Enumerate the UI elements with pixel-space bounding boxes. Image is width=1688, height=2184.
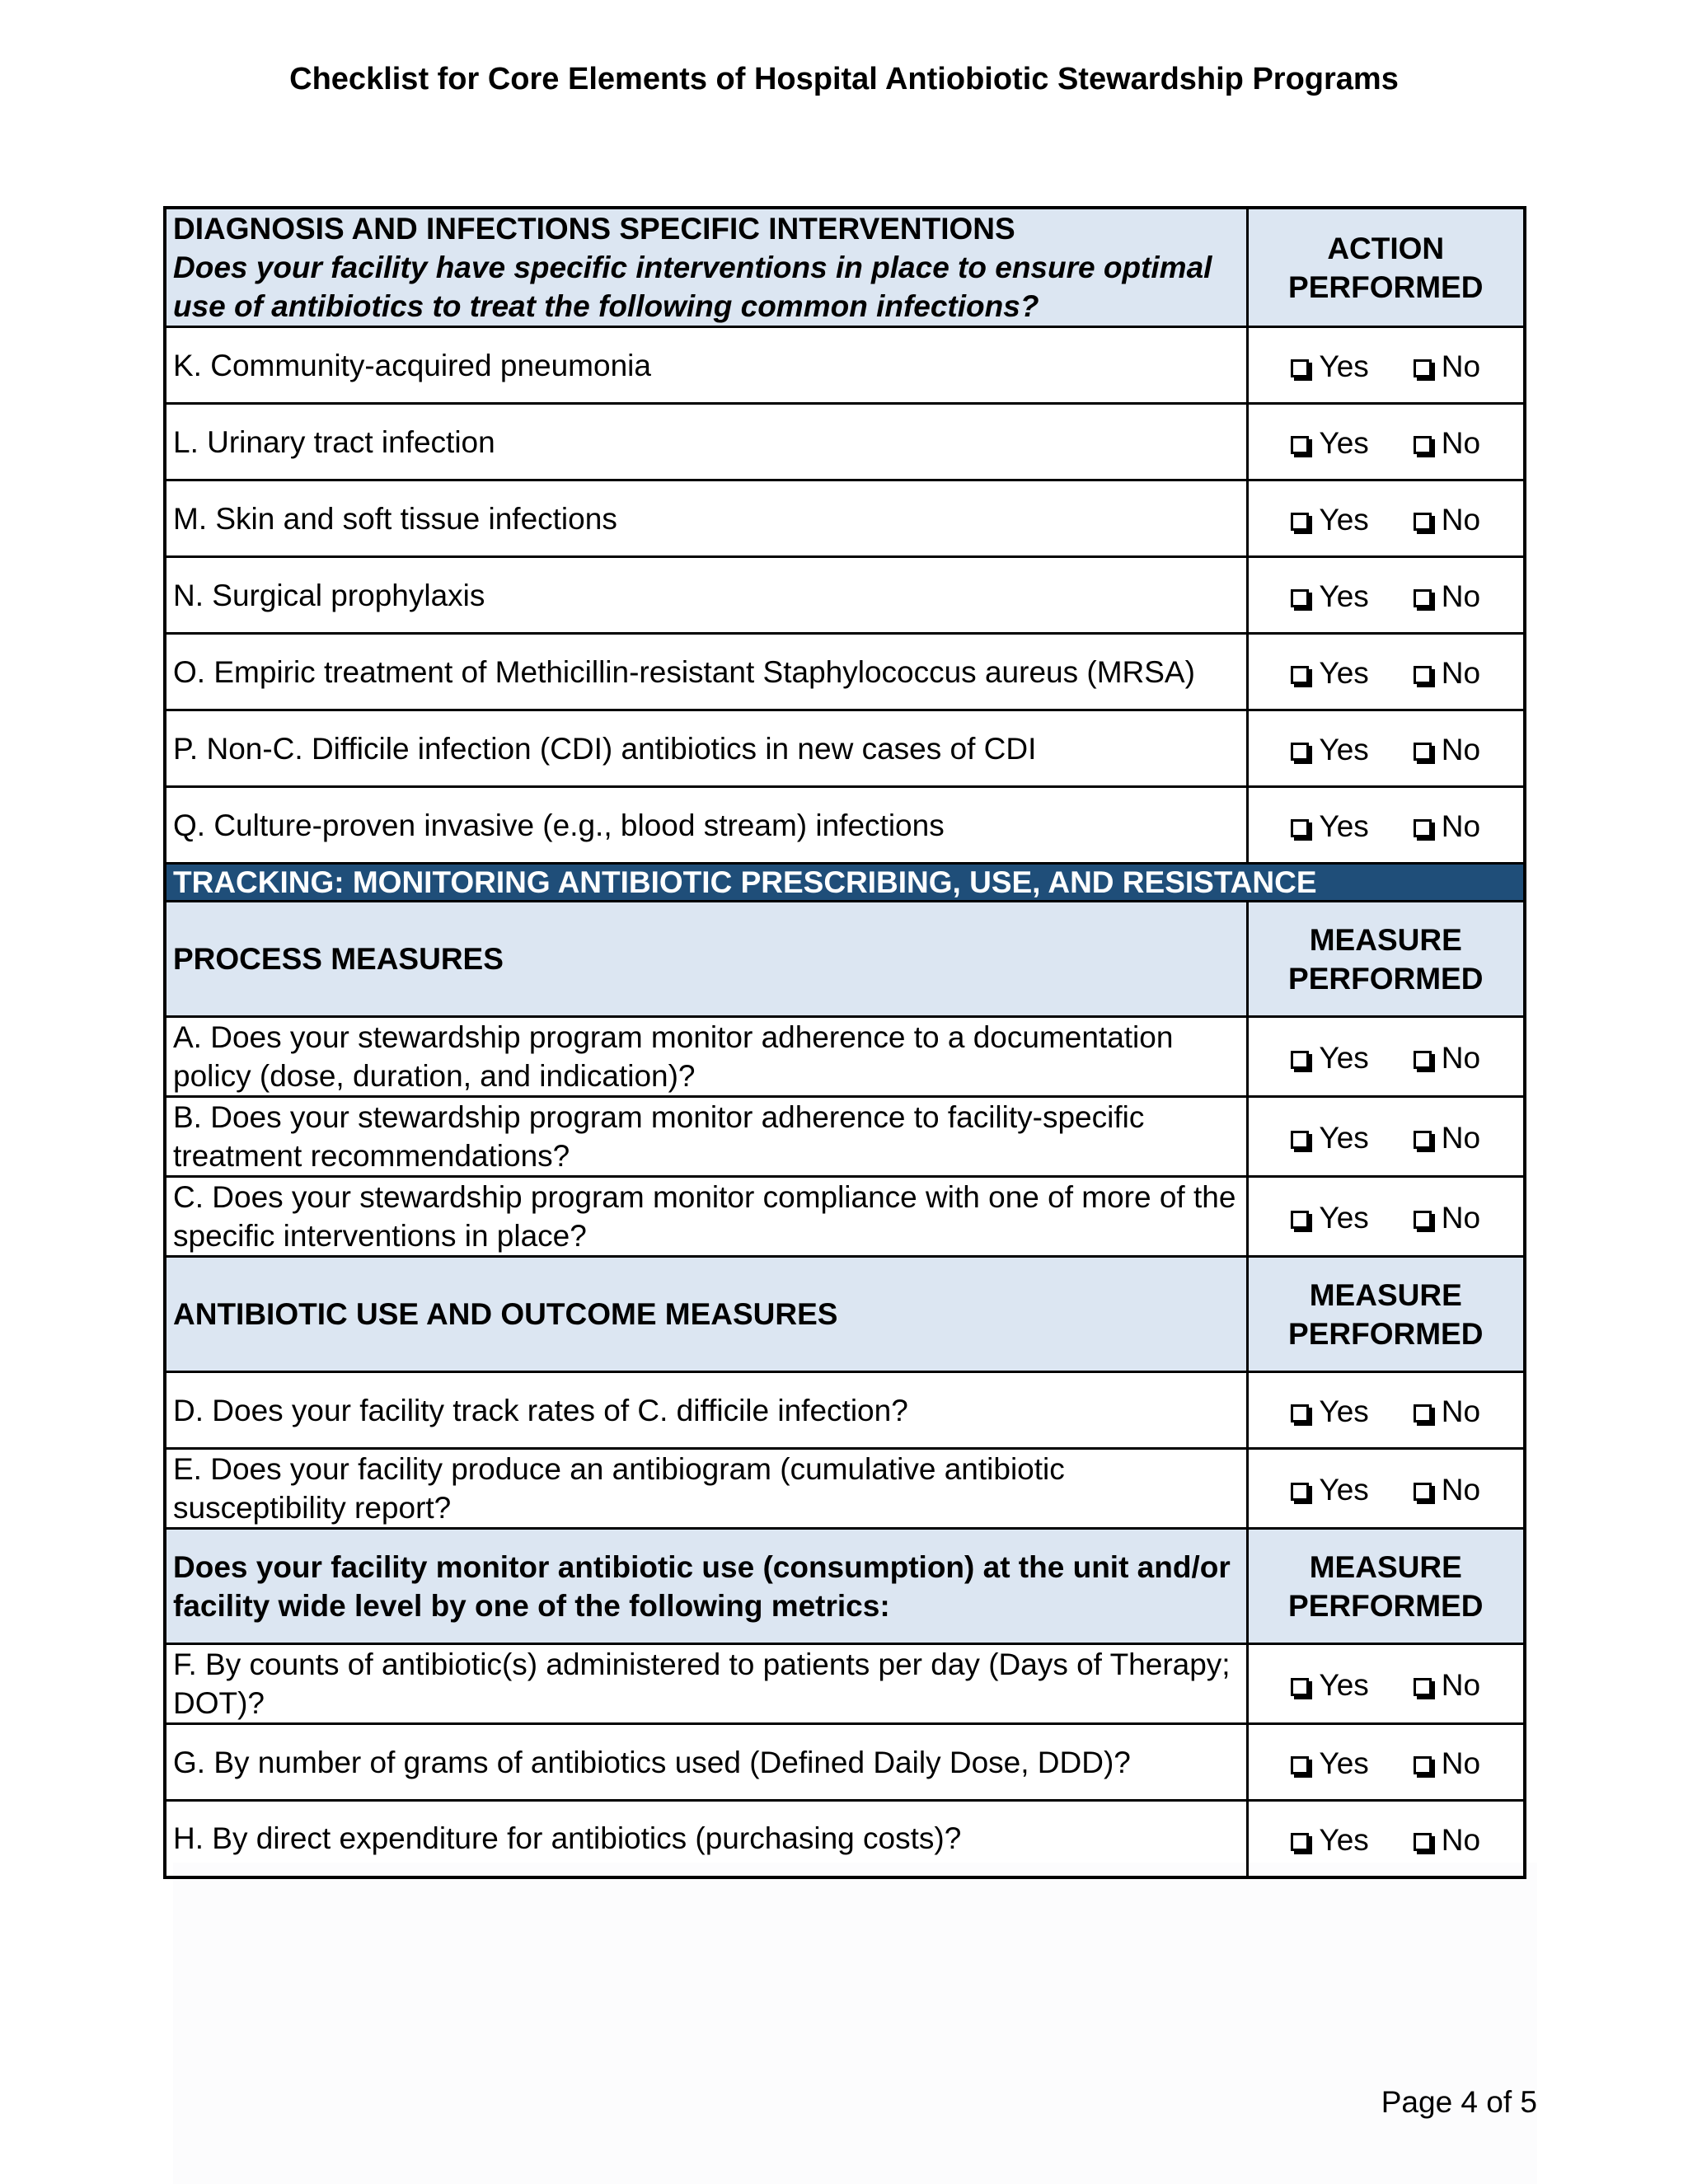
process-header-row [165, 902, 1525, 1017]
yes-checkbox[interactable]: Yes [1291, 1038, 1368, 1077]
outcome-heading: ANTIBIOTIC USE AND OUTCOME MEASURES [165, 1257, 1247, 1372]
checkbox-icon [1291, 1483, 1309, 1501]
checkbox-icon [1291, 1131, 1309, 1149]
checkbox-icon [1414, 743, 1432, 761]
yes-no-options [1247, 634, 1525, 710]
no-checkbox[interactable]: No [1414, 1666, 1480, 1704]
table-row [165, 1801, 1525, 1877]
yes-no-options [1247, 1801, 1525, 1877]
no-checkbox[interactable]: No [1414, 577, 1480, 616]
item-label: Q. Culture-proven invasive (e.g., blood stream) infections [165, 787, 1247, 864]
column-header-line1: MEASURE [1309, 1277, 1462, 1312]
checkbox-icon [1291, 1756, 1309, 1774]
item-label: D. Does your facility track rates of C. difficile infection? [165, 1372, 1247, 1449]
yes-no-options [1247, 327, 1525, 404]
table-row [165, 1097, 1525, 1177]
page-title: Checklist for Core Elements of Hospital Antiobiotic Stewardship Programs [289, 62, 1399, 96]
table-row [165, 1449, 1525, 1529]
item-label: H. By direct expenditure for antibiotics (purchasing costs)? [165, 1801, 1247, 1877]
checkbox-icon [1291, 359, 1309, 377]
table-row [165, 634, 1525, 710]
table-row [165, 327, 1525, 404]
outcome-column-header [1247, 1257, 1525, 1372]
column-header-line2: PERFORMED [1288, 1588, 1484, 1623]
item-label: C. Does your stewardship program monitor compliance with one of more of the specific interventions in place? [165, 1177, 1247, 1257]
checkbox-icon [1414, 1404, 1432, 1422]
tracking-band: TRACKING: MONITORING ANTIBIOTIC PRESCRIBING, USE, AND RESISTANCE [165, 864, 1525, 902]
diagnosis-header-row [165, 208, 1525, 327]
item-label: E. Does your facility produce an antibiogram (cumulative antibiotic susceptibility report? [165, 1449, 1247, 1529]
no-checkbox[interactable]: No [1414, 1821, 1480, 1859]
consumption-heading: Does your facility monitor antibiotic use (consumption) at the unit and/or facility wide level by one of the following metrics: [165, 1529, 1247, 1644]
checkbox-icon [1291, 1051, 1309, 1069]
table-row [165, 787, 1525, 864]
item-label: M. Skin and soft tissue infections [165, 480, 1247, 557]
checkbox-icon [1291, 436, 1309, 454]
yes-checkbox[interactable]: Yes [1291, 730, 1368, 769]
column-header-line2: PERFORMED [1288, 961, 1484, 996]
checkbox-icon [1291, 1678, 1309, 1696]
page-shade [173, 1863, 1537, 2184]
yes-no-options [1247, 1372, 1525, 1449]
consumption-column-header [1247, 1529, 1525, 1644]
yes-checkbox[interactable]: Yes [1291, 1821, 1368, 1859]
checkbox-icon [1291, 666, 1309, 684]
table-row [165, 1724, 1525, 1801]
checkbox-icon [1414, 1483, 1432, 1501]
yes-no-options [1247, 1724, 1525, 1801]
tracking-band-row [165, 864, 1525, 902]
checkbox-icon [1414, 819, 1432, 837]
checkbox-icon [1414, 1678, 1432, 1696]
yes-checkbox[interactable]: Yes [1291, 1118, 1368, 1157]
yes-checkbox[interactable]: Yes [1291, 577, 1368, 616]
yes-no-options [1247, 404, 1525, 480]
checkbox-icon [1291, 743, 1309, 761]
yes-checkbox[interactable]: Yes [1291, 807, 1368, 846]
no-checkbox[interactable]: No [1414, 807, 1480, 846]
column-header-line1: ACTION [1327, 231, 1445, 265]
no-checkbox[interactable]: No [1414, 500, 1480, 539]
no-checkbox[interactable]: No [1414, 1118, 1480, 1157]
checkbox-icon [1414, 513, 1432, 531]
item-label: F. By counts of antibiotic(s) administered to patients per day (Days of Therapy; DOT)? [165, 1644, 1247, 1724]
item-label: B. Does your stewardship program monitor adherence to facility-specific treatment recommendations? [165, 1097, 1247, 1177]
diagnosis-question: Does your facility have specific interventions in place to ensure optimal use of antibiotics to treat the following common infections? [173, 251, 1212, 323]
table-row [165, 404, 1525, 480]
column-header-line1: MEASURE [1309, 922, 1462, 957]
diagnosis-heading: DIAGNOSIS AND INFECTIONS SPECIFIC INTERVENTIONS [173, 212, 1015, 246]
no-checkbox[interactable]: No [1414, 730, 1480, 769]
checkbox-icon [1414, 359, 1432, 377]
checkbox-icon [1291, 1211, 1309, 1229]
checklist-table [163, 206, 1526, 1879]
yes-no-options [1247, 557, 1525, 634]
item-label: L. Urinary tract infection [165, 404, 1247, 480]
checkbox-icon [1414, 1756, 1432, 1774]
yes-checkbox[interactable]: Yes [1291, 654, 1368, 692]
yes-checkbox[interactable]: Yes [1291, 1744, 1368, 1783]
column-header-line1: MEASURE [1309, 1549, 1462, 1584]
no-checkbox[interactable]: No [1414, 1198, 1480, 1237]
yes-checkbox[interactable]: Yes [1291, 1392, 1368, 1431]
no-checkbox[interactable]: No [1414, 347, 1480, 386]
no-checkbox[interactable]: No [1414, 654, 1480, 692]
process-column-header [1247, 902, 1525, 1017]
no-checkbox[interactable]: No [1414, 1038, 1480, 1077]
yes-no-options [1247, 1449, 1525, 1529]
yes-checkbox[interactable]: Yes [1291, 424, 1368, 462]
checkbox-icon [1414, 1211, 1432, 1229]
yes-checkbox[interactable]: Yes [1291, 1470, 1368, 1509]
yes-no-options [1247, 710, 1525, 787]
checkbox-icon [1291, 589, 1309, 607]
no-checkbox[interactable]: No [1414, 1392, 1480, 1431]
yes-no-options [1247, 1017, 1525, 1097]
table-row [165, 480, 1525, 557]
table-row [165, 557, 1525, 634]
yes-no-options [1247, 480, 1525, 557]
checkbox-icon [1414, 666, 1432, 684]
outcome-header-row [165, 1257, 1525, 1372]
item-label: G. By number of grams of antibiotics used (Defined Daily Dose, DDD)? [165, 1724, 1247, 1801]
no-checkbox[interactable]: No [1414, 1744, 1480, 1783]
diagnosis-column-header [1247, 208, 1525, 327]
yes-checkbox[interactable]: Yes [1291, 1666, 1368, 1704]
column-header-line2: PERFORMED [1288, 1316, 1484, 1351]
column-header-line2: PERFORMED [1288, 269, 1484, 304]
checkbox-icon [1414, 1833, 1432, 1851]
yes-checkbox[interactable]: Yes [1291, 1198, 1368, 1237]
diagnosis-header-cell [165, 208, 1247, 327]
checkbox-icon [1291, 513, 1309, 531]
yes-checkbox[interactable]: Yes [1291, 500, 1368, 539]
item-label: K. Community-acquired pneumonia [165, 327, 1247, 404]
item-label: N. Surgical prophylaxis [165, 557, 1247, 634]
table-row [165, 710, 1525, 787]
item-label: A. Does your stewardship program monitor adherence to a documentation policy (dose, duration, and indication)? [165, 1017, 1247, 1097]
item-label: O. Empiric treatment of Methicillin-resistant Staphylococcus aureus (MRSA) [165, 634, 1247, 710]
yes-no-options [1247, 1644, 1525, 1724]
process-heading: PROCESS MEASURES [165, 902, 1247, 1017]
page-number: Page 4 of 5 [1381, 2085, 1537, 2119]
yes-no-options [1247, 1097, 1525, 1177]
table-row [165, 1372, 1525, 1449]
no-checkbox[interactable]: No [1414, 424, 1480, 462]
checkbox-icon [1414, 436, 1432, 454]
no-checkbox[interactable]: No [1414, 1470, 1480, 1509]
checkbox-icon [1291, 1404, 1309, 1422]
checkbox-icon [1414, 589, 1432, 607]
table-row [165, 1017, 1525, 1097]
yes-no-options [1247, 1177, 1525, 1257]
consumption-header-row [165, 1529, 1525, 1644]
table-row [165, 1644, 1525, 1724]
checkbox-icon [1414, 1131, 1432, 1149]
checkbox-icon [1291, 1833, 1309, 1851]
table-row [165, 1177, 1525, 1257]
item-label: P. Non-C. Difficile infection (CDI) antibiotics in new cases of CDI [165, 710, 1247, 787]
checkbox-icon [1291, 819, 1309, 837]
yes-no-options [1247, 787, 1525, 864]
checkbox-icon [1414, 1051, 1432, 1069]
yes-checkbox[interactable]: Yes [1291, 347, 1368, 386]
